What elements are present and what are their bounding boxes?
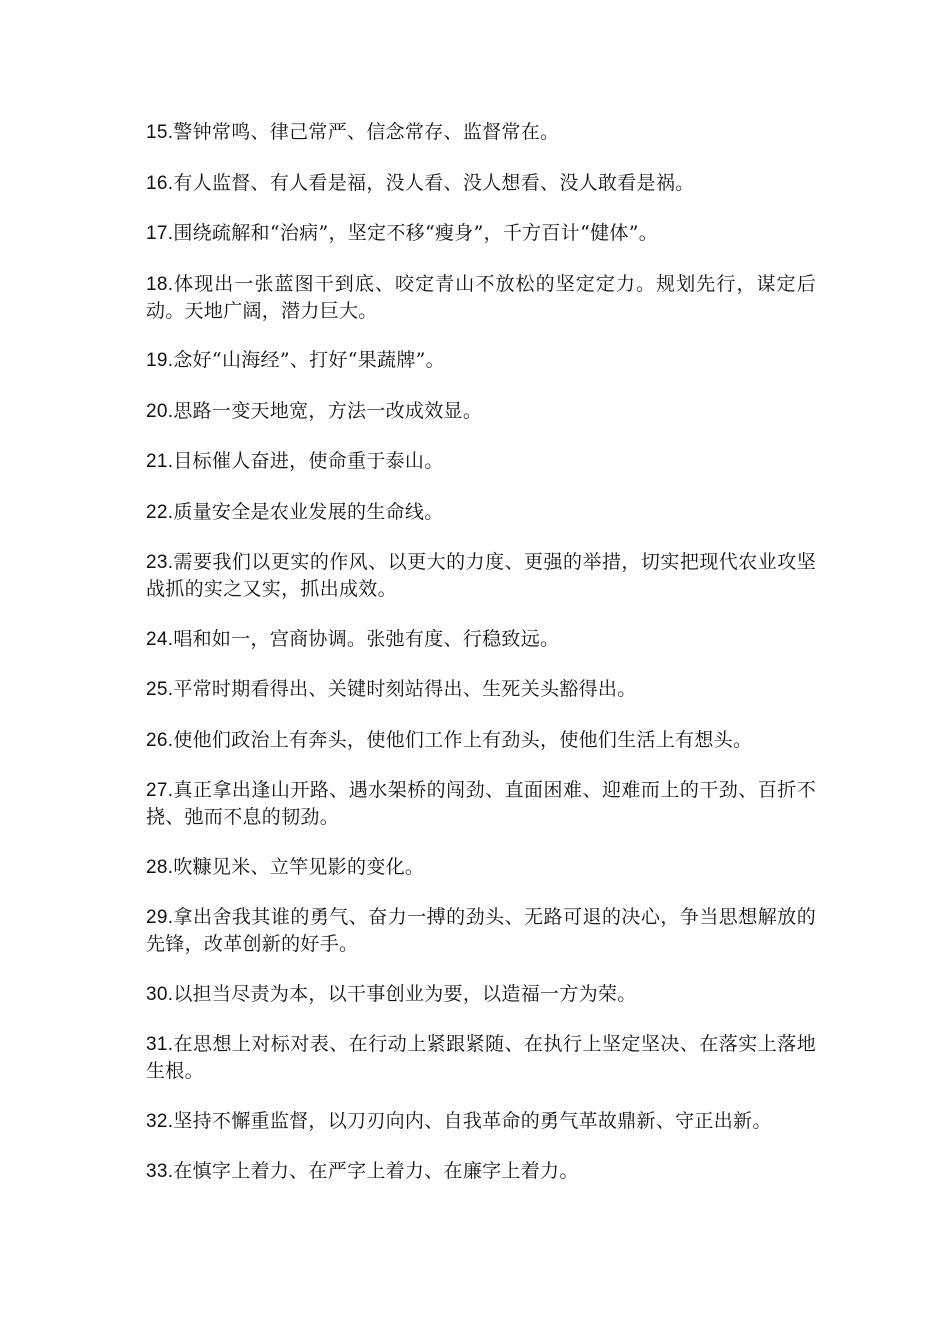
paragraph-text: 在思想上对标对表、在行动上紧跟紧随、在执行上坚定坚决、在落实上落地生根。	[146, 1033, 816, 1082]
paragraph-text: 以担当尽责为本，以干事创业为要，以造福一方为荣。	[173, 982, 637, 1005]
paragraph-26	[146, 727, 816, 754]
paragraph-23	[146, 549, 816, 602]
paragraph-text: 在慎字上着力、在严字上着力、在廉字上着力。	[173, 1160, 579, 1182]
paragraph-number: 18.	[146, 273, 174, 295]
paragraph-number: 24.	[146, 628, 174, 650]
paragraph-number: 15.	[146, 122, 174, 143]
paragraph-number: 22.	[146, 501, 174, 523]
paragraph-25	[146, 676, 816, 703]
paragraph-number: 32.	[146, 1110, 174, 1132]
paragraph-text: 围绕疏解和“治病”，坚定不移“瘦身”，千方百计“健体”。	[173, 222, 659, 244]
paragraph-number: 27.	[146, 780, 174, 801]
paragraph-17	[146, 220, 816, 247]
paragraph-text: 吹糠见米、立竿见影的变化。	[173, 855, 425, 878]
paragraph-24	[146, 626, 816, 653]
paragraph-text: 体现出一张蓝图干到底、咬定青山不放松的坚定定力。规划先行，谋定后动。天地广阔，潜力巨大。	[146, 272, 816, 322]
paragraph-27	[146, 777, 816, 830]
paragraph-number: 25.	[146, 679, 174, 700]
paragraph-21	[146, 448, 816, 475]
paragraph-text: 思路一变天地宽，方法一改成效显。	[173, 399, 483, 422]
document-body	[146, 119, 816, 1209]
paragraph-text: 唱和如一，宫商协调。张弛有度、行稳致远。	[173, 627, 560, 650]
paragraph-29	[146, 904, 816, 957]
paragraph-text: 坚持不懈重监督，以刀刃向内、自我革命的勇气革故鼎新、守正出新。	[173, 1109, 772, 1132]
paragraph-19	[146, 347, 816, 374]
paragraph-22	[146, 499, 816, 526]
paragraph-number: 31.	[146, 1034, 174, 1055]
paragraph-text: 念好“山海经”、打好“果蔬牌”。	[173, 349, 445, 371]
paragraph-text: 需要我们以更实的作风、以更大的力度、更强的举措，切实把现代农业攻坚战抓的实之又实，抓出成效。	[146, 551, 816, 600]
paragraph-number: 19.	[146, 350, 174, 371]
paragraph-28	[146, 854, 816, 881]
paragraph-number: 28.	[146, 856, 174, 878]
paragraph-20	[146, 398, 816, 425]
paragraph-18	[146, 271, 816, 324]
paragraph-30	[146, 981, 816, 1008]
paragraph-31	[146, 1031, 816, 1084]
paragraph-number: 20.	[146, 400, 174, 422]
paragraph-number: 17.	[146, 223, 174, 244]
paragraph-text: 拿出舍我其谁的勇气、奋力一搏的劲头、无路可退的决心，争当思想解放的先锋，改革创新的好手。	[146, 906, 816, 955]
paragraph-text: 有人监督、有人看是福，没人看、没人想看、没人敢看是祸。	[173, 171, 695, 194]
paragraph-text: 真正拿出逢山开路、遇水架桥的闯劲、直面困难、迎难而上的干劲、百折不挠、弛而不息的韧劲。	[146, 779, 816, 828]
paragraph-16	[146, 170, 816, 197]
paragraph-15	[146, 119, 816, 146]
paragraph-32	[146, 1108, 816, 1135]
paragraph-text: 目标催人奋进，使命重于泰山。	[173, 450, 444, 472]
paragraph-text: 警钟常鸣、律己常严、信念常存、监督常在。	[173, 121, 560, 143]
paragraph-text: 平常时期看得出、关键时刻站得出、生死关头豁得出。	[173, 678, 637, 700]
paragraph-text: 质量安全是农业发展的生命线。	[173, 500, 444, 523]
paragraph-number: 29.	[146, 907, 174, 928]
paragraph-text: 使他们政治上有奔头，使他们工作上有劲头，使他们生活上有想头。	[173, 728, 753, 751]
paragraph-number: 33.	[146, 1161, 174, 1182]
paragraph-number: 30.	[146, 983, 174, 1005]
paragraph-number: 16.	[146, 172, 174, 194]
paragraph-number: 26.	[146, 729, 174, 751]
paragraph-33	[146, 1158, 816, 1185]
paragraph-number: 23.	[146, 552, 174, 573]
paragraph-number: 21.	[146, 451, 174, 472]
